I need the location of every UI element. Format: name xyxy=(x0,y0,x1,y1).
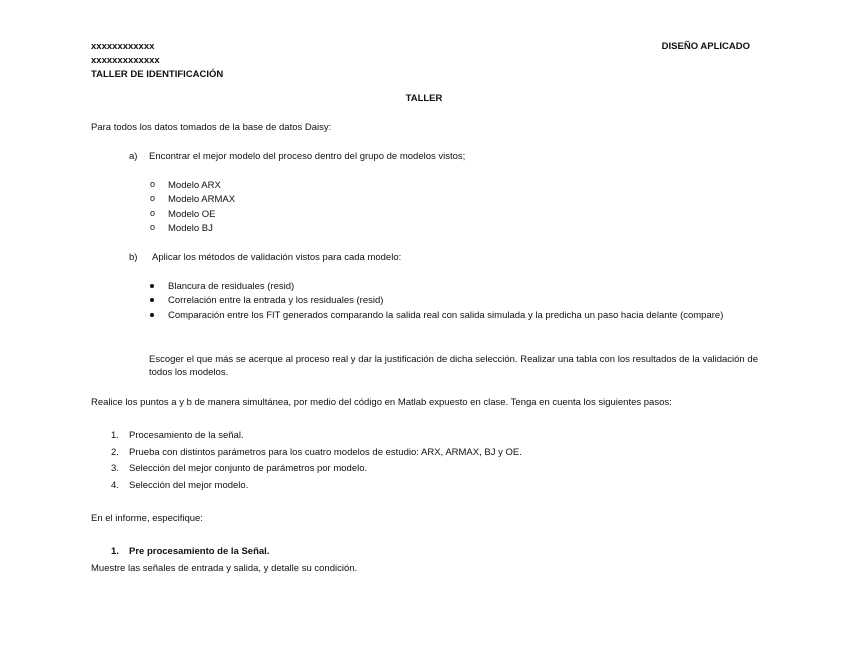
circle-bullet-icon: o xyxy=(150,208,156,218)
header-line-2: xxxxxxxxxxxxx xyxy=(91,55,160,66)
report-section-title: Pre procesamiento de la Señal. xyxy=(129,546,270,557)
model-item: Modelo BJ xyxy=(168,223,213,234)
step-number: 2. xyxy=(111,447,119,458)
validation-item: Comparación entre los FIT generados comparando la salida real con salida simulada y la predicha un paso hacia delante (compare) xyxy=(168,310,724,321)
model-item: Modelo OE xyxy=(168,209,216,220)
step-text: Procesamiento de la señal. xyxy=(129,430,244,441)
step-number: 3. xyxy=(111,463,119,474)
page-title: TALLER xyxy=(405,93,443,104)
part-a-marker: a) xyxy=(129,151,138,162)
bullet-dot-icon xyxy=(150,284,154,288)
model-item: Modelo ARX xyxy=(168,180,221,191)
part-b-marker: b) xyxy=(129,252,138,263)
header-course-title: TALLER DE IDENTIFICACIÓN xyxy=(91,69,224,80)
report-intro: En el informe, especifique: xyxy=(91,513,203,524)
model-item: Modelo ARMAX xyxy=(168,194,236,205)
header-line-1: xxxxxxxxxxxx xyxy=(91,41,155,52)
part-b-closing: Escoger el que más se acerque al proceso real y dar la justificación de dicha selección. Realizar una tabla con los resultados de la validación de todos los modelos. xyxy=(149,354,758,378)
header-subject: DISEÑO APLICADO xyxy=(661,41,750,52)
part-a-text: Encontrar el mejor modelo del proceso dentro del grupo de modelos vistos; xyxy=(149,151,466,162)
step-number: 1. xyxy=(111,430,119,441)
circle-bullet-icon: o xyxy=(150,222,156,232)
step-text: Selección del mejor modelo. xyxy=(129,480,249,491)
validation-item: Correlación entre la entrada y los residuales (resid) xyxy=(168,295,384,306)
step-text: Selección del mejor conjunto de parámetros por modelo. xyxy=(129,463,368,474)
step-text: Prueba con distintos parámetros para los cuatro modelos de estudio: ARX, ARMAX, BJ y OE. xyxy=(129,447,522,458)
report-text: Muestre las señales de entrada y salida, y detalle su condición. xyxy=(91,563,358,574)
circle-bullet-icon: o xyxy=(150,193,156,203)
bullet-dot-icon xyxy=(150,298,154,302)
report-section-number: 1. xyxy=(111,546,119,557)
intro-text: Para todos los datos tomados de la base de datos Daisy: xyxy=(91,122,332,133)
step-number: 4. xyxy=(111,480,119,491)
instruction-text: Realice los puntos a y b de manera simultánea, por medio del código en Matlab expuesto en clase. Tenga en cuenta los siguientes pasos: xyxy=(91,397,672,408)
part-b-text: Aplicar los métodos de validación vistos para cada modelo: xyxy=(152,252,402,263)
bullet-dot-icon xyxy=(150,313,154,317)
validation-item: Blancura de residuales (resid) xyxy=(168,281,295,292)
circle-bullet-icon: o xyxy=(150,179,156,189)
